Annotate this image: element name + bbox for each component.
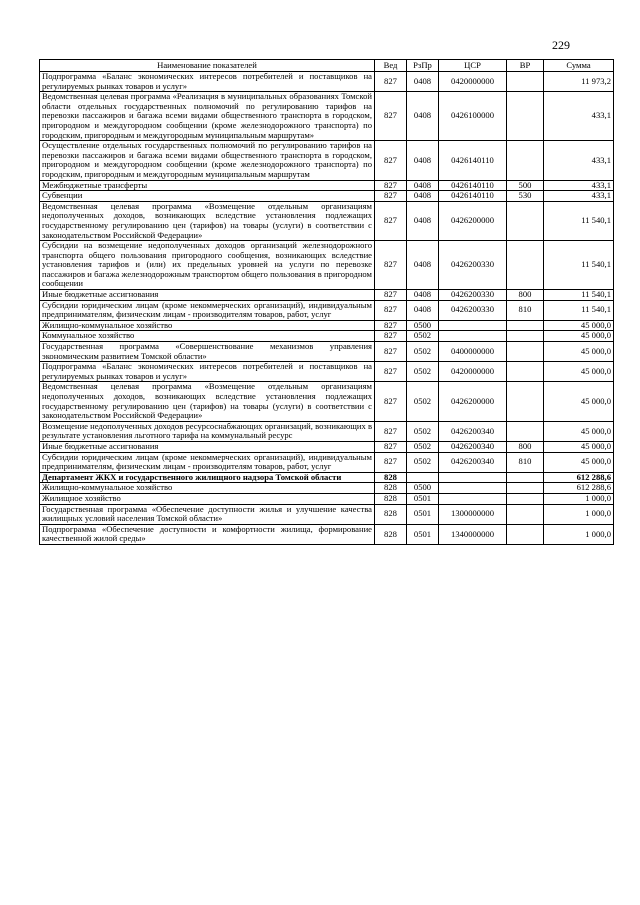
- cell-csr: 1300000000: [439, 504, 507, 524]
- cell-name: Субсидии юридическим лицам (кроме некоммерческих организаций), индивидуальным предпринимателям, физическим лицам - производителям товаров, работ, услуг: [40, 452, 375, 472]
- cell-name: Жилищно-коммунальное хозяйство: [40, 483, 375, 494]
- cell-vr: [507, 141, 544, 180]
- cell-csr: 0426200330: [439, 241, 507, 290]
- cell-rzpr: 0408: [407, 241, 439, 290]
- cell-sum: 1 000,0: [544, 524, 614, 544]
- cell-rzpr: 0501: [407, 524, 439, 544]
- cell-vr: [507, 241, 544, 290]
- cell-rzpr: 0502: [407, 362, 439, 382]
- header-sum: Сумма: [544, 60, 614, 72]
- cell-sum: 11 540,1: [544, 241, 614, 290]
- cell-name: Жилищное хозяйство: [40, 493, 375, 504]
- cell-ved: 827: [375, 290, 407, 301]
- cell-csr: 0426140110: [439, 191, 507, 202]
- cell-csr: [439, 493, 507, 504]
- cell-name: Ведомственная целевая программа «Реализация в муниципальных образованиях Томской области отдельных государственных полномочий по регулированию тарифов на перевозки пассажиров и багажа всеми видами общественного транспорта в городском, пригородном и междугородном сообщении (кроме железнодорожного транспорта) по городским, пригородным и междугородным муниципальным маршрутам»: [40, 92, 375, 141]
- cell-name: Департамент ЖКХ и государственного жилищного надзора Томской области: [40, 472, 375, 483]
- cell-vr: 530: [507, 191, 544, 202]
- table-row: [40, 241, 614, 290]
- cell-rzpr: 0408: [407, 290, 439, 301]
- cell-name: Подпрограмма «Баланс экономических интересов потребителей и поставщиков на регулируемых рынках товаров и услуг»: [40, 72, 375, 92]
- cell-sum: 45 000,0: [544, 452, 614, 472]
- cell-vr: [507, 382, 544, 421]
- table-row: [40, 524, 614, 544]
- cell-rzpr: 0502: [407, 452, 439, 472]
- cell-name: Субсидии юридическим лицам (кроме некоммерческих организаций), индивидуальным предпринимателям, физическим лицам - производителям товаров, работ, услуг: [40, 300, 375, 320]
- cell-sum: 11 973,2: [544, 72, 614, 92]
- header-vr: ВР: [507, 60, 544, 72]
- cell-csr: 0426200340: [439, 441, 507, 452]
- cell-ved: 827: [375, 382, 407, 421]
- table-row: [40, 382, 614, 421]
- cell-ved: 827: [375, 141, 407, 180]
- table-row: [40, 441, 614, 452]
- cell-rzpr: 0408: [407, 300, 439, 320]
- cell-sum: 11 540,1: [544, 201, 614, 240]
- table-row: [40, 472, 614, 483]
- cell-rzpr: 0500: [407, 483, 439, 494]
- cell-name: Подпрограмма «Баланс экономических интересов потребителей и поставщиков на регулируемых рынках товаров и услуг»: [40, 362, 375, 382]
- cell-rzpr: 0408: [407, 72, 439, 92]
- cell-csr: [439, 483, 507, 494]
- cell-csr: 0426200000: [439, 201, 507, 240]
- cell-sum: 45 000,0: [544, 362, 614, 382]
- cell-name: Иные бюджетные ассигнования: [40, 441, 375, 452]
- cell-name: Возмещение недополученных доходов ресурсоснабжающих организаций, возникающих в результате установления льготного тарифа на коммунальный ресурс: [40, 421, 375, 441]
- cell-rzpr: 0408: [407, 92, 439, 141]
- cell-ved: 827: [375, 72, 407, 92]
- budget-table: [39, 59, 614, 545]
- table-row: [40, 342, 614, 362]
- cell-vr: 810: [507, 452, 544, 472]
- cell-sum: 433,1: [544, 92, 614, 141]
- cell-rzpr: 0502: [407, 331, 439, 342]
- cell-name: Ведомственная целевая программа «Возмещение отдельным организациям недополученных доходов, возникающих вследствие установления подлежащих государственному регулированию цен (тарифов) на товары (услуги) в соответствии с законодательством Российской Федерации»: [40, 201, 375, 240]
- cell-vr: [507, 320, 544, 331]
- cell-rzpr: 0408: [407, 201, 439, 240]
- cell-sum: 612 288,6: [544, 472, 614, 483]
- cell-sum: 1 000,0: [544, 493, 614, 504]
- cell-name: Иные бюджетные ассигнования: [40, 290, 375, 301]
- cell-ved: 827: [375, 320, 407, 331]
- cell-vr: [507, 362, 544, 382]
- cell-ved: 827: [375, 331, 407, 342]
- table-row: [40, 362, 614, 382]
- cell-ved: 827: [375, 342, 407, 362]
- cell-ved: 828: [375, 493, 407, 504]
- cell-rzpr: [407, 472, 439, 483]
- cell-csr: 1340000000: [439, 524, 507, 544]
- header-ved: Вед: [375, 60, 407, 72]
- table-row: [40, 483, 614, 494]
- table-row: [40, 421, 614, 441]
- table-row: [40, 504, 614, 524]
- cell-rzpr: 0501: [407, 493, 439, 504]
- cell-name: Жилищно-коммунальное хозяйство: [40, 320, 375, 331]
- page-number: 229: [552, 38, 570, 52]
- cell-sum: 45 000,0: [544, 421, 614, 441]
- cell-name: Государственная программа «Обеспечение доступности жилья и улучшение качества жилищных условий населения Томской области»: [40, 504, 375, 524]
- cell-name: Коммунальное хозяйство: [40, 331, 375, 342]
- cell-rzpr: 0501: [407, 504, 439, 524]
- table-row: [40, 452, 614, 472]
- header-csr: ЦСР: [439, 60, 507, 72]
- cell-ved: 827: [375, 300, 407, 320]
- cell-vr: [507, 524, 544, 544]
- cell-vr: [507, 342, 544, 362]
- table-header-row: [40, 60, 614, 72]
- cell-rzpr: 0408: [407, 191, 439, 202]
- cell-csr: 0426200340: [439, 452, 507, 472]
- cell-vr: [507, 201, 544, 240]
- header-rzpr: РзПр: [407, 60, 439, 72]
- cell-rzpr: 0408: [407, 180, 439, 191]
- cell-csr: [439, 320, 507, 331]
- cell-vr: [507, 331, 544, 342]
- table-row: [40, 92, 614, 141]
- cell-sum: 1 000,0: [544, 504, 614, 524]
- cell-sum: 11 540,1: [544, 290, 614, 301]
- cell-ved: 827: [375, 421, 407, 441]
- cell-name: Межбюджетные трансферты: [40, 180, 375, 191]
- cell-name: Субвенции: [40, 191, 375, 202]
- cell-csr: 0426140110: [439, 180, 507, 191]
- cell-vr: 800: [507, 290, 544, 301]
- cell-csr: 0420000000: [439, 362, 507, 382]
- cell-vr: 810: [507, 300, 544, 320]
- cell-sum: 433,1: [544, 141, 614, 180]
- cell-sum: 45 000,0: [544, 342, 614, 362]
- cell-csr: 0426200330: [439, 300, 507, 320]
- table-row: [40, 320, 614, 331]
- table-row: [40, 201, 614, 240]
- cell-name: Подпрограмма «Обеспечение доступности и комфортности жилища, формирование качественной жилой среды»: [40, 524, 375, 544]
- table-row: [40, 493, 614, 504]
- table-row: [40, 191, 614, 202]
- table-row: [40, 72, 614, 92]
- cell-csr: [439, 331, 507, 342]
- cell-csr: 0426100000: [439, 92, 507, 141]
- cell-ved: 828: [375, 524, 407, 544]
- cell-csr: 0420000000: [439, 72, 507, 92]
- cell-ved: 828: [375, 504, 407, 524]
- cell-name: Государственная программа «Совершенствование механизмов управления экономическим развитием Томской области»: [40, 342, 375, 362]
- cell-sum: 433,1: [544, 180, 614, 191]
- cell-sum: 433,1: [544, 191, 614, 202]
- cell-name: Осуществление отдельных государственных полномочий по регулированию тарифов на перевозки пассажиров и багажа всеми видами общественного транспорта в городском, пригородном и междугородном сообщении (кроме железнодорожного транспорта) по городским, пригородным и междугородным муниципальным маршрутам: [40, 141, 375, 180]
- cell-rzpr: 0408: [407, 141, 439, 180]
- cell-ved: 827: [375, 241, 407, 290]
- cell-sum: 45 000,0: [544, 331, 614, 342]
- table-body: [40, 72, 614, 545]
- cell-csr: 0426200340: [439, 421, 507, 441]
- cell-vr: 800: [507, 441, 544, 452]
- cell-vr: [507, 92, 544, 141]
- cell-ved: 828: [375, 472, 407, 483]
- cell-sum: 11 540,1: [544, 300, 614, 320]
- cell-ved: 827: [375, 201, 407, 240]
- cell-sum: 45 000,0: [544, 441, 614, 452]
- cell-sum: 612 288,6: [544, 483, 614, 494]
- cell-sum: 45 000,0: [544, 382, 614, 421]
- cell-ved: 827: [375, 92, 407, 141]
- cell-csr: [439, 472, 507, 483]
- cell-rzpr: 0502: [407, 441, 439, 452]
- cell-rzpr: 0500: [407, 320, 439, 331]
- cell-ved: 827: [375, 452, 407, 472]
- cell-vr: [507, 483, 544, 494]
- cell-csr: 0426200330: [439, 290, 507, 301]
- cell-rzpr: 0502: [407, 342, 439, 362]
- cell-vr: 500: [507, 180, 544, 191]
- cell-sum: 45 000,0: [544, 320, 614, 331]
- cell-ved: 827: [375, 441, 407, 452]
- cell-ved: 827: [375, 180, 407, 191]
- table-row: [40, 331, 614, 342]
- cell-csr: 0400000000: [439, 342, 507, 362]
- table-row: [40, 300, 614, 320]
- table-row: [40, 180, 614, 191]
- cell-vr: [507, 421, 544, 441]
- cell-vr: [507, 493, 544, 504]
- table-row: [40, 141, 614, 180]
- cell-vr: [507, 472, 544, 483]
- header-name: Наименование показателей: [40, 60, 375, 72]
- table-row: [40, 290, 614, 301]
- cell-vr: [507, 72, 544, 92]
- cell-name: Субсидии на возмещение недополученных доходов организаций железнодорожного транспорта общего пользования пригородного сообщения, возникающих вследствие установления тарифов и (или) их предельных уровней на услуги по перевозке пассажиров и багажа железнодорожным транспортом общего пользования в пригородном сообщении: [40, 241, 375, 290]
- cell-csr: 0426140110: [439, 141, 507, 180]
- cell-name: Ведомственная целевая программа «Возмещение отдельным организациям недополученных доходов, возникающих вследствие установления подлежащих государственному регулированию цен (тарифов) на товары (услуги) в соответствии с законодательством Российской Федерации»: [40, 382, 375, 421]
- cell-csr: 0426200000: [439, 382, 507, 421]
- cell-ved: 827: [375, 191, 407, 202]
- cell-ved: 827: [375, 362, 407, 382]
- cell-rzpr: 0502: [407, 421, 439, 441]
- cell-vr: [507, 504, 544, 524]
- cell-rzpr: 0502: [407, 382, 439, 421]
- cell-ved: 828: [375, 483, 407, 494]
